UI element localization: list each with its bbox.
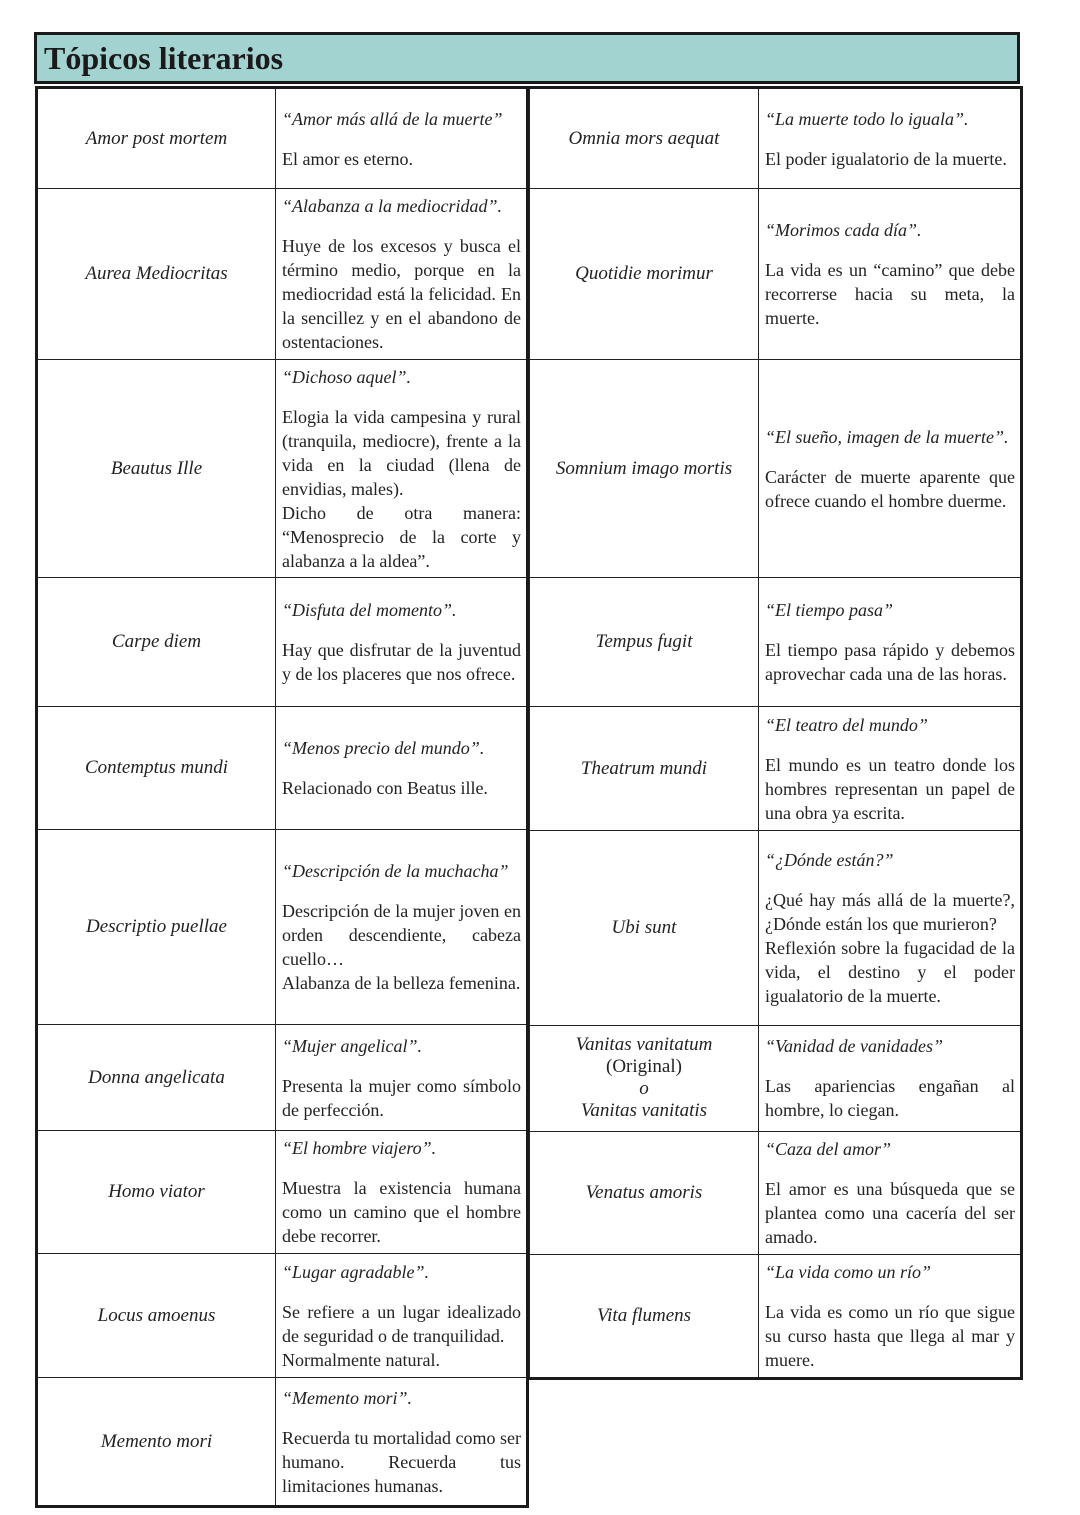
topic-description: Recuerda tu mortalidad como ser humano. Recuerda tus limitaciones humanas. (282, 1427, 521, 1496)
topic-row (37, 707, 528, 830)
topic-description: ¿Qué hay más allá de la muerte?, ¿Dónde están los que murieron? (765, 889, 1015, 934)
topic-row (37, 1378, 528, 1507)
topic-name-or: o (639, 1078, 649, 1100)
topic-name: Vita flumens (596, 1304, 692, 1326)
topic-description: Se refiere a un lugar idealizado de seguridad o de tranquilidad. (282, 1301, 521, 1346)
topic-description: Elogia la vida campesina y rural (tranquila, mediocre), frente a la vida en la ciudad (llena de envidias, males). (282, 406, 521, 499)
topic-description: Presenta la mujer como símbolo de perfección. (282, 1075, 521, 1120)
topic-name: Carpe diem (111, 631, 202, 652)
topic-name: Amor post mortem (85, 127, 228, 149)
topic-row (530, 1131, 1022, 1254)
topic-quote: “Menos precio del mundo”. (282, 738, 485, 758)
topic-name-cell (37, 88, 276, 189)
topic-quote: “Lugar agradable”. (282, 1261, 430, 1282)
topic-quote: “Vanidad de vanidades” (765, 1036, 943, 1057)
topics-table-left (35, 86, 529, 1508)
topic-description-cell (276, 88, 528, 189)
topic-row (530, 830, 1022, 1025)
topic-name-cell (530, 707, 759, 830)
topic-name-cell (37, 1025, 276, 1131)
topic-quote: “El teatro del mundo” (765, 714, 928, 735)
topic-quote: “Disfuta del momento”. (282, 600, 457, 620)
topic-description: Relacionado con Beatus ille. (282, 778, 488, 798)
topic-quote: “Mujer angelical”. (282, 1035, 422, 1056)
topic-name-cell (530, 360, 759, 578)
topic-description: La vida es como un río que sigue su curso hasta que llega al mar y muere. (765, 1301, 1015, 1370)
topic-description: Hay que disfrutar de la juventud y de los placeres que nos ofrece. (282, 640, 521, 684)
topic-description-cell (276, 1378, 528, 1507)
topic-name-alt: Vanitas vanitatis (580, 1100, 708, 1122)
topic-name-cell (37, 360, 276, 578)
topic-quote: “La vida como un río” (765, 1261, 932, 1282)
topic-description: Huye de los excesos y busca el término medio, porque en la mediocridad está la felicidad. En la sencillez y en el abandono de ostentaciones. (282, 236, 521, 352)
topic-quote: “El tiempo pasa” (765, 600, 894, 621)
topic-quote: “Alabanza a la mediocridad”. (282, 196, 503, 216)
topics-table-right (529, 86, 1023, 1380)
topic-row (530, 1025, 1022, 1131)
topic-description-cell (759, 1025, 1022, 1131)
topic-description-cell (276, 189, 528, 360)
topic-description: La vida es un “camino” que debe recorrerse hacia su meta, la muerte. (765, 260, 1015, 329)
topic-row (530, 88, 1022, 189)
topic-description: El amor es una búsqueda que se plantea como una cacería del ser amado. (765, 1178, 1015, 1247)
topic-name: Omnia mors aequat (568, 127, 720, 149)
topic-quote: “¿Dónde están?” (765, 849, 894, 870)
topic-description: Descripción de la mujer joven en orden descendiente, cabeza cuello… (282, 901, 521, 969)
topic-name: Contemptus mundi (84, 757, 229, 778)
topic-description-extra: Normalmente natural. (282, 1349, 440, 1370)
topic-description-cell (759, 578, 1022, 707)
topic-name-cell (530, 189, 759, 360)
topic-row (37, 578, 528, 707)
topic-name: Quotidie morimur (575, 263, 713, 285)
topic-name-cell (530, 1131, 759, 1254)
topic-description-cell (759, 189, 1022, 360)
topic-quote: “El hombre viajero”. (282, 1138, 437, 1158)
topic-name-cell (37, 578, 276, 707)
topic-quote: “Morimos cada día”. (765, 220, 922, 241)
topic-row (37, 1025, 528, 1131)
topic-name-cell (530, 1025, 759, 1131)
topic-description-cell (759, 1131, 1022, 1254)
topic-description-cell (759, 707, 1022, 830)
topic-name: Tempus fugit (595, 631, 693, 653)
topic-name-cell (37, 707, 276, 830)
topic-description: El poder igualatorio de la muerte. (765, 148, 1007, 169)
topic-name: Venatus amoris (585, 1181, 703, 1203)
topic-name: Homo viator (108, 1181, 205, 1202)
topic-description-extra: Alabanza de la belleza femenina. (282, 973, 521, 993)
topic-description-cell (276, 360, 528, 578)
topic-row (37, 1131, 528, 1254)
topic-name-cell (530, 578, 759, 707)
topic-description-cell (759, 360, 1022, 578)
topic-name: Memento mori (100, 1430, 213, 1452)
topic-description-cell (759, 88, 1022, 189)
topic-description-cell (276, 1025, 528, 1131)
topic-description: Las apariencias engañan al hombre, lo ciegan. (765, 1076, 1015, 1121)
topic-quote: “Amor más allá de la muerte” (282, 108, 503, 129)
topic-name: Locus amoenus (97, 1304, 216, 1326)
topic-name-cell (530, 88, 759, 189)
topic-name-cell (530, 830, 759, 1025)
topic-name: Beautus Ille (110, 457, 203, 479)
topic-row (37, 189, 528, 360)
topic-description: Carácter de muerte aparente que ofrece cuando el hombre duerme. (765, 466, 1015, 511)
topic-name-cell (37, 1378, 276, 1507)
topic-name-note: (Original) (606, 1056, 682, 1078)
topic-description-cell (276, 1254, 528, 1378)
topic-name: Theatrum mundi (580, 757, 708, 779)
topic-name: Donna angelicata (88, 1066, 225, 1088)
topic-row (530, 360, 1022, 578)
topic-row (530, 578, 1022, 707)
topic-name-cell (530, 1254, 759, 1378)
topic-description: El amor es eterno. (282, 148, 413, 169)
topic-description-cell (276, 830, 528, 1025)
topic-row (530, 1254, 1022, 1378)
topic-name: Somnium imago mortis (555, 457, 733, 479)
topic-row (37, 830, 528, 1025)
topic-description-cell (276, 1131, 528, 1254)
topic-description-cell (276, 707, 528, 830)
topic-name-cell (37, 830, 276, 1025)
topic-description-cell (276, 578, 528, 707)
topic-name: Vanitas vanitatum (575, 1034, 713, 1056)
topic-row (530, 189, 1022, 360)
topic-quote: “Memento mori”. (282, 1387, 412, 1408)
topic-description: Muestra la existencia humana como un camino que el hombre debe recorrer. (282, 1178, 521, 1246)
topic-row (530, 707, 1022, 830)
topic-name: Aurea Mediocritas (85, 263, 228, 284)
topic-row (37, 88, 528, 189)
topic-name-cell (37, 1254, 276, 1378)
topic-row (37, 1254, 528, 1378)
topic-description-cell (759, 830, 1022, 1025)
topic-name: Descriptio puellae (86, 916, 227, 937)
topic-name-cell (37, 1131, 276, 1254)
topic-quote: “Descripción de la muchacha” (282, 861, 509, 881)
topic-description: El tiempo pasa rápido y debemos aprovechar cada una de las horas. (765, 640, 1015, 685)
topic-description-extra: Dicho de otra manera: “Menosprecio de la corte y alabanza a la aldea”. (282, 502, 521, 571)
topic-name-cell (37, 189, 276, 360)
topic-quote: “Dichoso aquel”. (282, 366, 412, 387)
topic-description: El mundo es un teatro donde los hombres representan un papel de una obra ya escrita. (765, 754, 1015, 823)
topic-quote: “La muerte todo lo iguala”. (765, 108, 969, 129)
page-title: Tópicos literarios (34, 32, 1020, 84)
topic-description-extra: Reflexión sobre la fugacidad de la vida, el destino y el poder igualatorio de la muerte. (765, 937, 1015, 1006)
topic-quote: “Caza del amor” (765, 1138, 892, 1159)
topic-name: Ubi sunt (611, 916, 677, 938)
topic-quote: “El sueño, imagen de la muerte”. (765, 426, 1009, 447)
topic-description-cell (759, 1254, 1022, 1378)
topic-row (37, 360, 528, 578)
